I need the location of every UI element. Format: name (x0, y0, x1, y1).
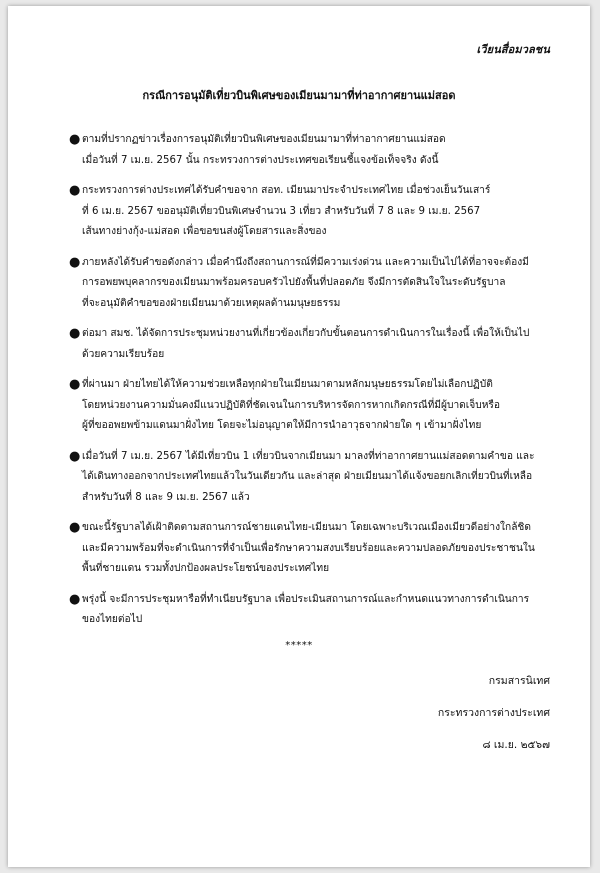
bullet-item (69, 590, 562, 631)
bullet-dot-icon: ● (69, 132, 81, 147)
bullet-item (69, 375, 562, 437)
bullet-line: เมื่อวันที่ 7 เม.ย. 2567 ได้มีเที่ยวบิน 1 เที่ยวบินจากเมียนมา มาลงที่ท่าอากาศยานแม่สอดตามคำขอ และ (82, 450, 535, 462)
bullet-line: เมื่อวันที่ 7 เม.ย. 2567 นั้น กระทรวงการต่างประเทศขอเรียนชี้แจงข้อเท็จจริง ดังนี้ (82, 154, 439, 166)
bullet-item (69, 253, 562, 315)
bullet-item (69, 518, 562, 580)
bullet-line: กระทรวงการต่างประเทศได้รับคำขอจาก สอท. เมียนมาประจำประเทศไทย เมื่อช่วงเย็นวันเสาร์ (82, 185, 491, 196)
circular-label: เวียนสื่อมวลชน (476, 43, 550, 56)
bullet-dot-icon: ● (69, 591, 81, 607)
bullet-line: โดยหน่วยงานความมั่นคงมีแนวปฏิบัติที่ชัดเจนในการบริหารจัดการหากเกิดกรณีที่มีผู้บาดเจ็บหรือ (82, 399, 501, 411)
document-page (8, 6, 590, 867)
signature-ministry: กระทรวงการต่างประเทศ (437, 707, 550, 719)
bullet-dot-icon: ● (69, 183, 81, 198)
bullet-item (69, 447, 562, 509)
bullet-item (69, 130, 562, 171)
bullet-line: ของไทยต่อไป (82, 614, 143, 625)
bullet-dot-icon: ● (69, 377, 81, 392)
bullet-line: และมีความพร้อมที่จะดำเนินการที่จำเป็นเพื่อรักษาความสงบเรียบร้อยและความปลอดภัยของประชาชนใน (82, 542, 535, 554)
signature-department: กรมสารนิเทศ (488, 675, 550, 687)
bullet-item (69, 181, 562, 243)
bullet-line: ขณะนี้รัฐบาลได้เฝ้าติดตามสถานการณ์ชายแดนไทย-เมียนมา โดยเฉพาะบริเวณเมืองเมียวดีอย่างใกล้ชิด (82, 522, 531, 533)
bullet-line: เส้นทางย่างกุ้ง-แม่สอด เพื่อขอขนส่งผู้โดยสารและสิ่งของ (82, 226, 327, 237)
bullet-line: ได้เดินทางออกจากประเทศไทยแล้วในวันเดียวกัน และล่าสุด ฝ่ายเมียนมาได้แจ้งขอยกเลิกเที่ยวบินที่เหลือ (82, 471, 533, 482)
bullet-line: ต่อมา สมช. ได้จัดการประชุมหน่วยงานที่เกี่ยวข้องเกี่ยวกับขั้นตอนการดำเนินการในเรื่องนี้ เพื่อให้เป็นไป (82, 328, 530, 339)
bullet-line: การอพยพบุคลากรของเมียนมาพร้อมครอบครัวไปยังพื้นที่ปลอดภัย จึงมีการตัดสินใจในระดับรัฐบาล (82, 277, 506, 288)
bullet-line: สำหรับวันที่ 8 และ 9 เม.ย. 2567 แล้ว (82, 491, 250, 503)
bullet-dot-icon: ● (69, 254, 81, 270)
bullet-line: ผู้ที่ขออพยพข้ามแดนมาฝั่งไทย โดยจะไม่อนุญาตให้มีการนำอาวุธจากฝ่ายใด ๆ เข้ามาฝั่งไทย (82, 420, 482, 431)
bullet-line: ภายหลังได้รับคำขอดังกล่าว เมื่อคำนึงถึงสถานการณ์ที่มีความเร่งด่วน และความเป็นไปได้ที่อาจจะต้องมี (82, 256, 529, 268)
bullet-line: ที่ 6 เม.ย. 2567 ขออนุมัติเที่ยวบินพิเศษจำนวน 3 เที่ยว สำหรับวันที่ 7 8 และ 9 เม.ย. 2567 (82, 205, 481, 217)
bullet-line: ตามที่ปรากฏข่าวเรื่องการอนุมัติเที่ยวบินพิเศษของเมียนมามาที่ท่าอากาศยานแม่สอด (82, 134, 446, 145)
bullet-dot-icon: ● (69, 448, 81, 464)
bullet-line: ที่ผ่านมา ฝ่ายไทยได้ให้ความช่วยเหลือทุกฝ่ายในเมียนมาตามหลักมนุษยธรรมโดยไม่เลือกปฏิบัติ (82, 379, 493, 390)
section-separator: ***** (285, 640, 313, 651)
bullet-line: ที่จะอนุมัติคำขอของฝ่ายเมียนมาด้วยเหตุผลด้านมนุษยธรรม (82, 297, 341, 309)
bullet-dot-icon: ● (69, 326, 81, 341)
document-title: กรณีการอนุมัติเที่ยวบินพิเศษของเมียนมามาที่ท่าอากาศยานแม่สอด (142, 89, 456, 102)
bullet-line: พรุ่งนี้ จะมีการประชุมหารือที่ทำเนียบรัฐบาล เพื่อประเมินสถานการณ์และกำหนดแนวทางการดำเนินการ (82, 593, 530, 605)
signature-date: ๘ เม.ย. ๒๕๖๗ (482, 739, 550, 751)
bullet-list (69, 130, 562, 641)
bullet-line: พื้นที่ชายแดน รวมทั้งปกป้องผลประโยชน์ของประเทศไทย (82, 563, 330, 574)
bullet-dot-icon: ● (69, 520, 81, 535)
bullet-line: ด้วยความเรียบร้อย (82, 348, 165, 360)
bullet-item (69, 324, 562, 365)
